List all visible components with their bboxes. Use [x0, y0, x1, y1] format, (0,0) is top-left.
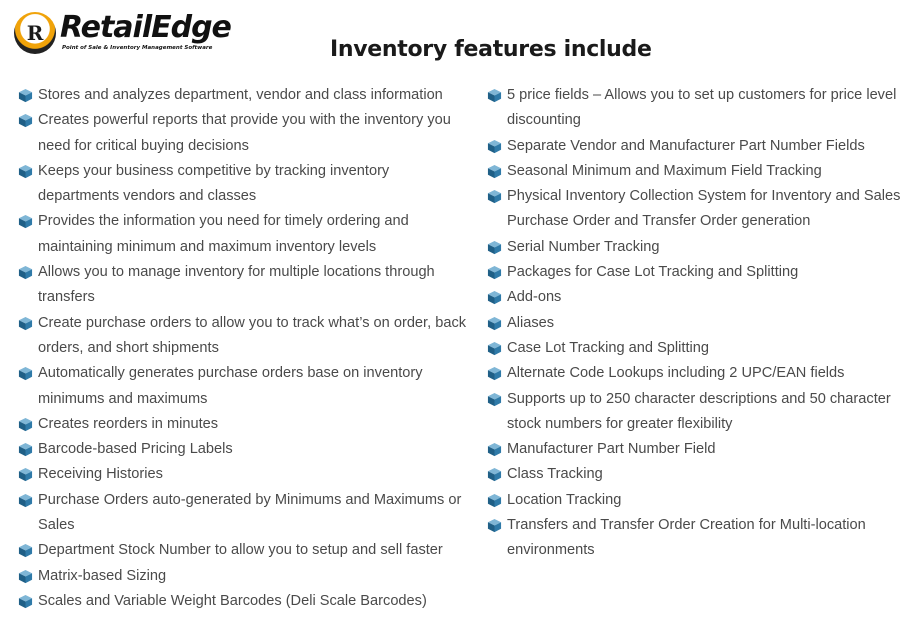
cube-bullet-icon: [18, 564, 38, 589]
feature-text: Aliases: [507, 314, 555, 331]
cube-bullet-icon: [18, 361, 38, 386]
feature-item: [487, 83, 915, 134]
feature-text: Transfers and Transfer Order Creation for Multi-location environments: [507, 517, 866, 559]
feature-item: [487, 159, 915, 184]
feature-item: [18, 159, 468, 210]
cube-bullet-icon: [487, 184, 507, 209]
feature-item: [487, 285, 915, 310]
feature-item: [18, 361, 468, 412]
cube-bullet-icon: [487, 285, 507, 310]
cube-bullet-icon: [487, 513, 507, 538]
feature-text: Keeps your business competitive by tracking inventory departments vendors and classes: [38, 162, 390, 205]
cube-bullet-icon: [18, 412, 38, 437]
feature-item: [487, 260, 915, 285]
feature-text: Matrix-based Sizing: [38, 567, 167, 584]
feature-text: Seasonal Minimum and Maximum Field Tracking: [507, 162, 822, 179]
feature-item: [18, 538, 468, 563]
cube-bullet-icon: [18, 83, 38, 108]
cube-bullet-icon: [487, 361, 507, 386]
features-list-left: [18, 83, 468, 614]
cube-bullet-icon: [487, 462, 507, 487]
logo-badge-glyph: R: [26, 21, 44, 45]
page-title: Inventory features include: [330, 37, 652, 62]
cube-bullet-icon: [18, 209, 38, 234]
cube-bullet-icon: [487, 159, 507, 184]
feature-text: Alternate Code Lookups including 2 UPC/EAN fields: [507, 365, 845, 382]
feature-item: [487, 513, 915, 564]
feature-item: [18, 462, 468, 487]
feature-item: [487, 488, 915, 513]
feature-text: Purchase Orders auto-generated by Minimums and Maximums or Sales: [38, 491, 462, 534]
cube-bullet-icon: [18, 159, 38, 184]
feature-item: [18, 564, 468, 589]
feature-item: [487, 361, 915, 386]
feature-text: Creates reorders in minutes: [38, 415, 219, 432]
cube-bullet-icon: [18, 589, 38, 614]
feature-text: Department Stock Number to allow you to setup and sell faster: [38, 542, 443, 559]
feature-text: Manufacturer Part Number Field: [507, 441, 716, 458]
cube-bullet-icon: [487, 336, 507, 361]
features-list-right: [487, 83, 915, 564]
feature-item: [18, 311, 468, 362]
feature-text: Allows you to manage inventory for multiple locations through transfers: [38, 264, 435, 306]
feature-text: Supports up to 250 character descriptions and 50 character stock numbers for greater flexibility: [507, 390, 891, 432]
feature-item: [18, 209, 468, 260]
cube-bullet-icon: [18, 311, 38, 336]
feature-text: Physical Inventory Collection System for Inventory and Sales Purchase Order and Transfer Order generation: [507, 188, 901, 230]
cube-bullet-icon: [18, 462, 38, 487]
feature-item: [487, 387, 915, 438]
feature-text: Serial Number Tracking: [507, 238, 660, 255]
feature-item: [18, 488, 468, 539]
feature-text: Stores and analyzes department, vendor and class information: [38, 87, 443, 103]
cube-bullet-icon: [18, 260, 38, 285]
feature-item: [18, 108, 468, 159]
cube-bullet-icon: [487, 235, 507, 260]
feature-item: [18, 260, 468, 311]
feature-text: Scales and Variable Weight Barcodes (Deli Scale Barcodes): [38, 592, 427, 609]
cube-bullet-icon: [487, 488, 507, 513]
logo-tagline: Point of Sale & Inventory Management Software: [62, 45, 213, 51]
feature-item: [487, 134, 915, 159]
feature-item: [487, 336, 915, 361]
feature-text: Creates powerful reports that provide you with the inventory you need for critical buying decisions: [38, 112, 451, 154]
feature-text: Packages for Case Lot Tracking and Splitting: [507, 264, 799, 281]
header: [0, 0, 918, 80]
feature-text: Class Tracking: [507, 466, 603, 483]
feature-item: [18, 412, 468, 437]
feature-item: [487, 235, 915, 260]
feature-item: [18, 589, 468, 614]
cube-bullet-icon: [18, 437, 38, 462]
feature-text: Automatically generates purchase orders base on inventory minimums and maximums: [38, 365, 423, 407]
cube-bullet-icon: [487, 260, 507, 285]
feature-item: [18, 437, 468, 462]
feature-text: Case Lot Tracking and Splitting: [507, 339, 709, 356]
feature-text: Separate Vendor and Manufacturer Part Number Fields: [507, 137, 865, 154]
logo-text: [60, 12, 231, 52]
feature-text: Add-ons: [507, 289, 562, 306]
cube-bullet-icon: [487, 437, 507, 462]
retailedge-logo: [14, 12, 231, 58]
cube-bullet-icon: [18, 108, 38, 133]
feature-text: Barcode-based Pricing Labels: [38, 441, 233, 458]
feature-text: Provides the information you need for timely ordering and maintaining minimum and maximum inventory levels: [38, 213, 409, 255]
cube-bullet-icon: [487, 387, 507, 412]
cube-bullet-icon: [487, 311, 507, 336]
cube-bullet-icon: [487, 83, 507, 108]
logo-name: RetailEdge: [60, 10, 231, 45]
feature-text: Receiving Histories: [38, 466, 163, 483]
feature-text: Location Tracking: [507, 491, 622, 508]
cube-bullet-icon: [487, 134, 507, 159]
logo-badge-icon: [14, 12, 56, 54]
feature-text: Create purchase orders to allow you to track what’s on order, back orders, and short shipments: [38, 314, 467, 356]
feature-item: [487, 184, 915, 235]
feature-item: [487, 437, 915, 462]
cube-bullet-icon: [18, 538, 38, 563]
feature-item: [487, 462, 915, 487]
feature-item: [487, 311, 915, 336]
feature-item: [18, 83, 468, 108]
cube-bullet-icon: [18, 488, 38, 513]
feature-text: 5 price fields – Allows you to set up customers for price level discounting: [507, 87, 897, 129]
